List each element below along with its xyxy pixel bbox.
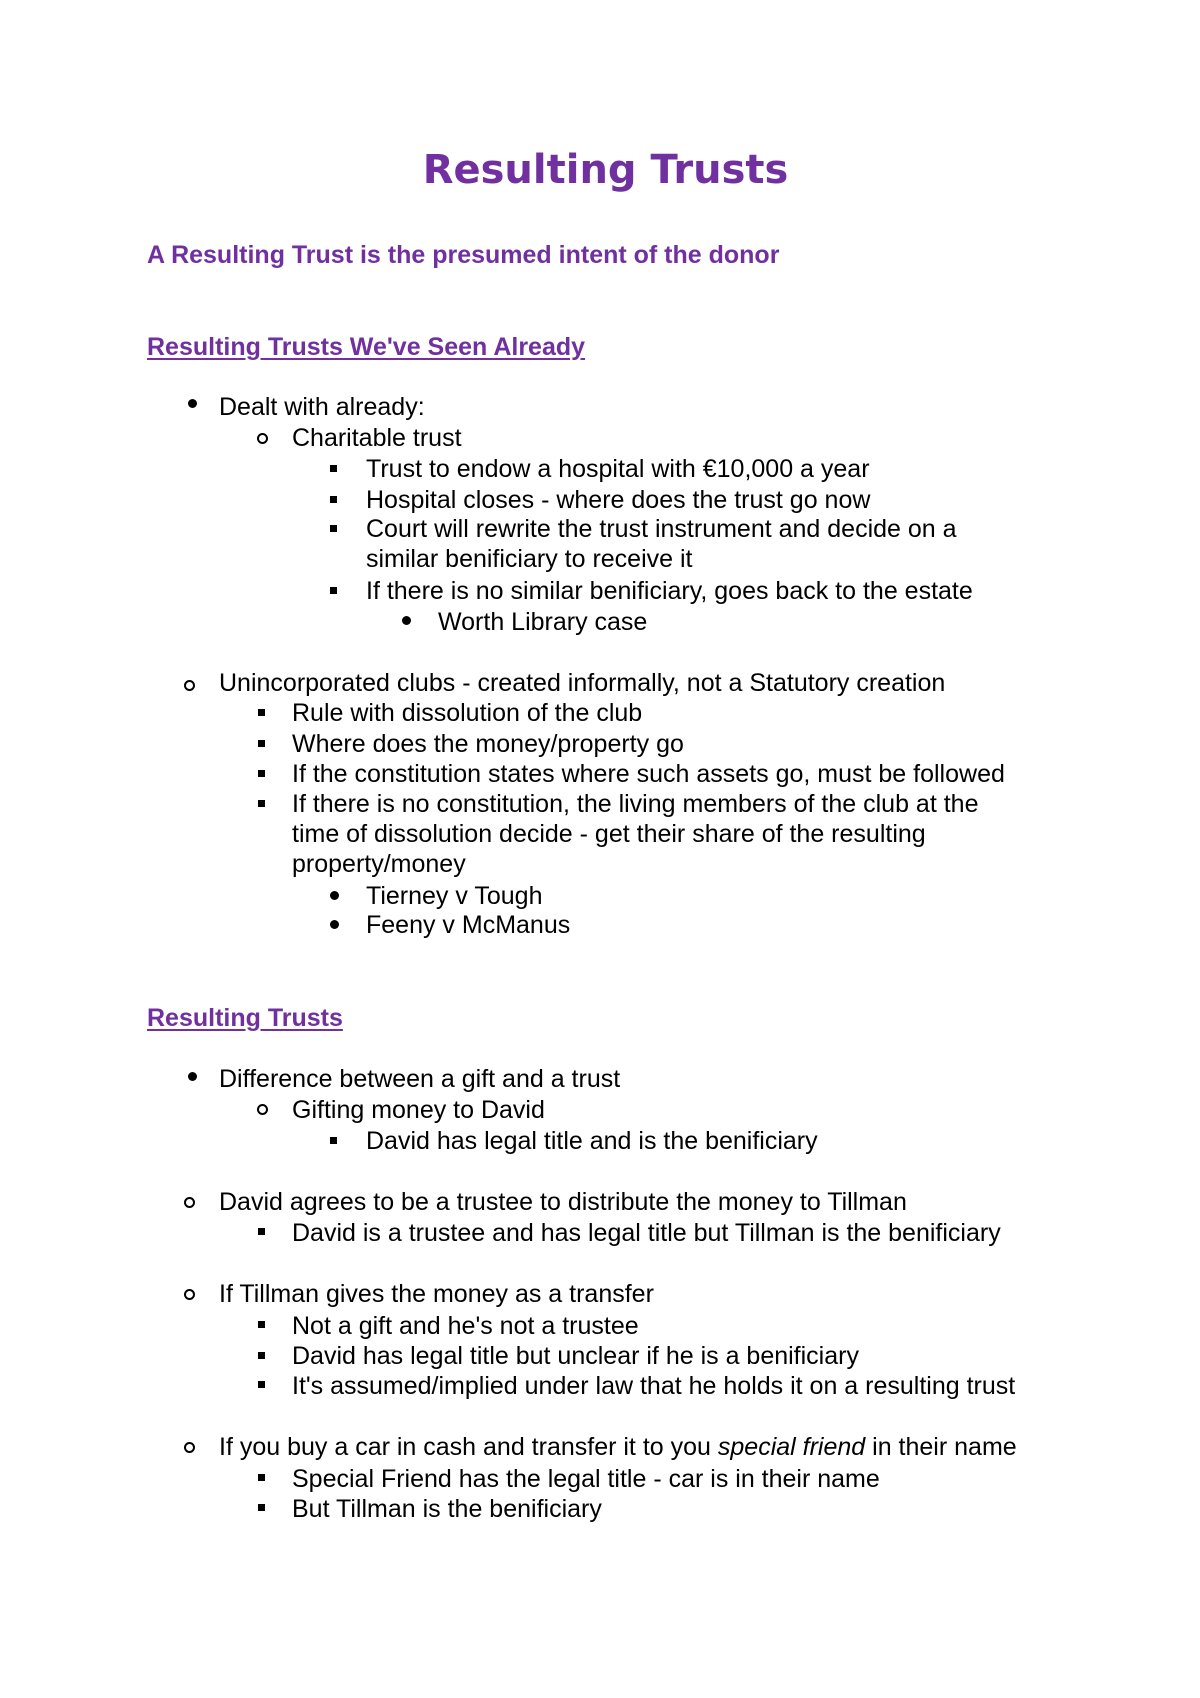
list-item: If Tillman gives the money as a transfer	[219, 1280, 654, 1308]
document-title: Resulting Trusts	[422, 147, 789, 193]
list-item: Hospital closes - where does the trust go now	[366, 486, 871, 514]
list-item: If there is no constitution, the living members of the club at the time of dissolution decide - get their share of the resulting property/money	[292, 790, 979, 878]
bullet-square-icon	[258, 1321, 265, 1328]
list-item: Difference between a gift and a trust	[219, 1065, 621, 1093]
list-item: But Tillman is the benificiary	[292, 1495, 602, 1523]
bullet-dot-icon	[330, 920, 339, 929]
bullet-circle-icon	[257, 1104, 268, 1115]
bullet-circle-icon	[184, 1442, 195, 1453]
bullet-square-icon	[330, 496, 337, 503]
list-item	[219, 1432, 1017, 1462]
document-subtitle: A Resulting Trust is the presumed intent of the donor	[147, 241, 780, 269]
list-item: Feeny v McManus	[366, 911, 571, 939]
bullet-square-icon	[258, 740, 265, 747]
list-item: Where does the money/property go	[292, 730, 684, 758]
bullet-square-icon	[258, 1381, 265, 1388]
section-heading-resulting-trusts: Resulting Trusts	[147, 1004, 343, 1032]
bullet-square-icon	[258, 1228, 265, 1235]
bullet-dot-icon	[402, 616, 411, 625]
list-item: Charitable trust	[292, 424, 462, 452]
list-item: Worth Library case	[438, 608, 648, 636]
list-item: Trust to endow a hospital with €10,000 a year	[366, 455, 870, 483]
list-item-text: If you buy a car in cash and transfer it to you	[219, 1433, 718, 1461]
list-item: It's assumed/implied under law that he holds it on a resulting trust	[292, 1372, 1016, 1400]
bullet-square-icon	[258, 1504, 265, 1511]
bullet-square-icon	[258, 800, 265, 807]
bullet-square-icon	[330, 465, 337, 472]
list-item: David is a trustee and has legal title but Tillman is the benificiary	[292, 1219, 1001, 1247]
list-item: Dealt with already:	[219, 393, 425, 421]
bullet-circle-icon	[257, 433, 268, 444]
list-item: If the constitution states where such assets go, must be followed	[292, 760, 1005, 788]
list-item: David has legal title but unclear if he is a benificiary	[292, 1342, 859, 1370]
bullet-square-icon	[330, 1137, 337, 1144]
list-item-emphasis: special friend	[717, 1433, 866, 1461]
section-heading-seen-already: Resulting Trusts We've Seen Already	[147, 333, 586, 361]
list-item: Not a gift and he's not a trustee	[292, 1312, 639, 1340]
bullet-square-icon	[330, 587, 337, 594]
bullet-dot-icon	[188, 399, 197, 408]
bullet-circle-icon	[184, 1197, 195, 1208]
bullet-dot-icon	[188, 1072, 197, 1081]
bullet-square-icon	[258, 709, 265, 716]
bullet-square-icon	[330, 525, 337, 532]
bullet-square-icon	[258, 1352, 265, 1359]
list-item-text: in their name	[865, 1433, 1017, 1461]
bullet-circle-icon	[184, 1289, 195, 1300]
bullet-square-icon	[258, 1474, 265, 1481]
list-item: Unincorporated clubs - created informally, not a Statutory creation	[219, 669, 946, 697]
list-item: David has legal title and is the benificiary	[366, 1127, 818, 1155]
list-item: Court will rewrite the trust instrument and decide on a similar benificiary to receive it	[366, 515, 957, 573]
bullet-dot-icon	[330, 891, 339, 900]
list-item: Gifting money to David	[292, 1096, 545, 1124]
list-item: Special Friend has the legal title - car is in their name	[292, 1465, 880, 1493]
bullet-square-icon	[258, 770, 265, 777]
list-item: David agrees to be a trustee to distribute the money to Tillman	[219, 1188, 907, 1216]
list-item: Rule with dissolution of the club	[292, 699, 643, 727]
list-item: If there is no similar benificiary, goes back to the estate	[366, 577, 973, 605]
bullet-circle-icon	[184, 680, 195, 691]
list-item: Tierney v Tough	[366, 882, 543, 910]
